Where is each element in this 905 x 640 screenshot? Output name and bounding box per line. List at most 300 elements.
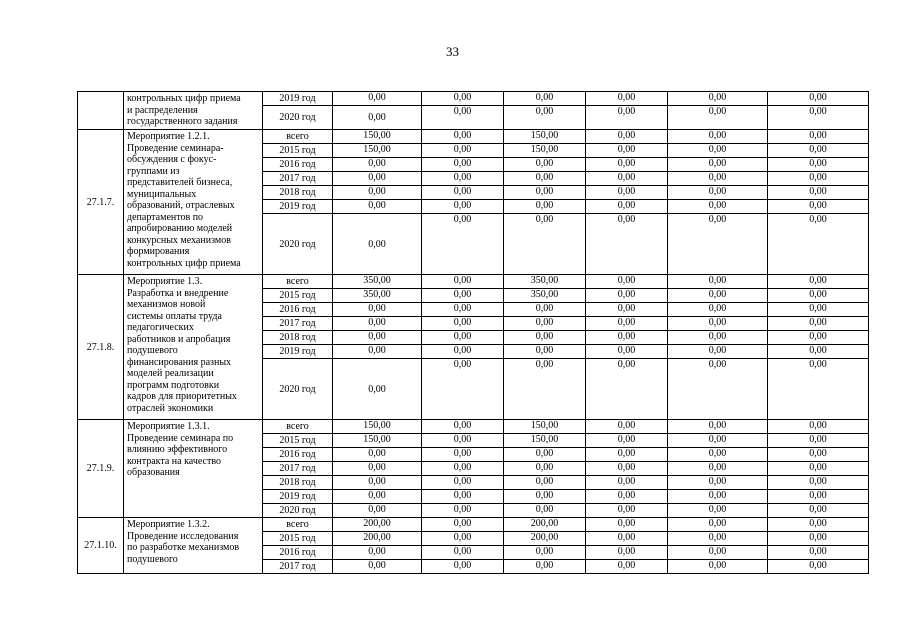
value-text: 0,00 [708,144,727,155]
total-cell: 350,00 [333,275,422,289]
value-cell [504,275,586,289]
period-cell: 2017 год [263,462,333,476]
item-number: 27.1.8. [78,275,124,420]
value-text: 0,00 [535,462,554,473]
description-line: педагогических [127,322,194,333]
total-cell: 0,00 [333,490,422,504]
description-line: работников и апробация [127,333,231,345]
value-text: 0,00 [453,476,472,487]
value-cell [768,158,869,172]
value-cell [422,289,504,303]
value-cell [504,303,586,317]
value-text: 0,00 [708,476,727,487]
value-text: 0,00 [809,200,827,211]
value-cell [504,462,586,476]
value-cell [586,172,668,186]
total-cell: 0,00 [333,476,422,490]
value-text: 0,00 [453,214,472,225]
table-row [78,518,869,532]
total-cell: 0,00 [333,504,422,518]
value-text: 0,00 [708,172,727,183]
value-cell [668,158,768,172]
value-text: 0,00 [453,303,472,314]
value-text: 0,00 [453,359,472,370]
period-cell: 2020 год [263,504,333,518]
value-text: 0,00 [453,186,472,197]
total-cell: 0,00 [333,331,422,345]
description-line: государственного задания [127,116,238,127]
value-cell [586,448,668,462]
description-line: Проведение семинара- [127,142,224,154]
value-text: 0,00 [708,214,727,225]
value-text: 0,00 [617,546,636,557]
value-cell [504,345,586,359]
value-text: 0,00 [708,345,727,356]
value-text: 0,00 [535,92,554,103]
value-cell [668,434,768,448]
value-cell [668,504,768,518]
value-cell [586,546,668,560]
value-text: 0,00 [535,560,554,571]
value-text: 0,00 [617,532,636,543]
value-cell [504,546,586,560]
value-text: 0,00 [453,504,472,515]
value-text: 0,00 [617,158,636,169]
value-text: 0,00 [809,186,827,197]
value-cell [668,289,768,303]
value-cell [422,359,504,420]
value-text: 0,00 [809,317,827,328]
value-cell [768,434,869,448]
description-line: механизмов новой [127,299,206,310]
value-cell [422,462,504,476]
value-cell [504,317,586,331]
value-text: 0,00 [535,476,554,487]
value-cell [422,420,504,434]
total-cell: 150,00 [333,420,422,434]
value-cell [668,144,768,158]
item-number: 27.1.10. [78,518,124,574]
value-text: 0,00 [708,289,727,300]
period-cell: 2016 год [263,158,333,172]
value-text: 0,00 [453,420,472,431]
item-description-lines [127,421,260,479]
value-text: 0,00 [617,462,636,473]
value-text: 0,00 [453,518,472,529]
value-cell [504,144,586,158]
item-description-lines [127,131,260,269]
value-text: 0,00 [708,532,727,543]
value-text: 0,00 [809,92,827,103]
value-text: 0,00 [453,172,472,183]
value-text: 0,00 [453,144,472,155]
value-cell [768,560,869,574]
value-text: 0,00 [617,289,636,300]
value-text: 0,00 [617,200,636,211]
value-cell [504,434,586,448]
description-line: по разработке механизмов [127,542,240,553]
value-text: 0,00 [535,546,554,557]
value-text: 0,00 [535,172,554,183]
period-cell: 2015 год [263,289,333,303]
value-text: 0,00 [453,462,472,473]
total-cell: 0,00 [333,462,422,476]
value-cell [668,359,768,420]
value-text: 0,00 [708,420,727,431]
value-text: 150,00 [530,434,559,445]
value-cell [768,106,869,130]
value-text: 0,00 [708,546,727,557]
table-row [78,420,869,434]
value-cell [422,434,504,448]
value-text: 0,00 [809,275,827,286]
value-text: 0,00 [617,331,636,342]
value-cell [768,476,869,490]
value-text: 150,00 [530,420,559,431]
value-text: 0,00 [809,214,827,225]
period-cell: всего [263,420,333,434]
value-cell [668,345,768,359]
value-cell [668,518,768,532]
value-text: 0,00 [453,448,472,459]
value-cell [586,214,668,275]
period-cell: 2016 год [263,448,333,462]
value-text: 0,00 [809,504,827,515]
value-text: 0,00 [535,331,554,342]
value-cell [422,144,504,158]
value-text: 0,00 [453,345,472,356]
value-text: 0,00 [535,200,554,211]
description-line: группами из [127,165,180,177]
value-cell [586,434,668,448]
value-cell [768,144,869,158]
description-line: Мероприятие 1.3.2. [127,519,210,530]
description-line: программ подготовки [127,379,220,391]
value-text: 0,00 [617,518,636,529]
table-row [78,92,869,106]
period-cell: 2019 год [263,345,333,359]
value-cell [668,546,768,560]
item-description [124,130,263,275]
value-text: 0,00 [535,303,554,314]
value-cell [768,186,869,200]
total-cell: 0,00 [333,214,422,275]
value-cell [668,303,768,317]
value-cell [422,331,504,345]
value-text: 350,00 [530,289,559,300]
value-text: 0,00 [453,490,472,501]
item-description-lines [127,276,260,414]
value-cell [586,532,668,546]
value-text: 0,00 [535,106,554,117]
value-text: 0,00 [809,462,827,473]
value-text: 0,00 [809,158,827,169]
value-cell [504,331,586,345]
value-text: 0,00 [535,214,554,225]
description-line: Проведение семинара по [127,432,234,444]
value-text: 0,00 [708,106,727,117]
value-text: 0,00 [708,303,727,314]
value-text: 0,00 [708,518,727,529]
value-cell [668,200,768,214]
value-text: 0,00 [809,532,827,543]
value-cell [768,462,869,476]
table-row [78,275,869,289]
value-text: 0,00 [809,518,827,529]
value-cell [586,158,668,172]
value-cell [586,106,668,130]
total-cell: 0,00 [333,92,422,106]
value-cell [504,490,586,504]
value-text: 0,00 [617,560,636,571]
item-description-lines [127,93,260,128]
value-cell [668,490,768,504]
value-text: 0,00 [617,317,636,328]
value-text: 0,00 [809,546,827,557]
value-cell [504,359,586,420]
page-number: 33 [446,44,459,59]
value-cell [768,532,869,546]
period-cell: 2018 год [263,331,333,345]
description-line: и распределения [127,104,198,116]
value-cell [422,200,504,214]
item-description [124,518,263,574]
value-text: 0,00 [708,462,727,473]
value-cell [768,214,869,275]
value-cell [768,490,869,504]
value-cell [586,560,668,574]
value-cell [668,532,768,546]
total-cell: 0,00 [333,186,422,200]
value-text: 0,00 [617,490,636,501]
value-text: 0,00 [809,303,827,314]
value-cell [586,345,668,359]
value-cell [504,518,586,532]
item-number: 27.1.7. [78,130,124,275]
value-cell [768,275,869,289]
value-text: 0,00 [453,532,472,543]
value-cell [586,359,668,420]
period-cell: 2017 год [263,317,333,331]
value-cell [586,331,668,345]
description-line: отраслей экономики [127,402,214,414]
description-line: подушевого [127,553,178,565]
item-description [124,420,263,518]
item-description-lines [127,519,260,565]
value-text: 0,00 [453,92,472,103]
total-cell: 0,00 [333,560,422,574]
description-line: контрольных цифр приема [127,257,241,269]
value-cell [586,490,668,504]
value-cell [422,317,504,331]
value-text: 0,00 [809,106,827,117]
period-cell: 2019 год [263,200,333,214]
value-cell [422,448,504,462]
value-cell [586,186,668,200]
description-line: влиянию эффективного [127,444,228,455]
item-description [124,92,263,130]
value-text: 0,00 [809,289,827,300]
value-text: 0,00 [453,331,472,342]
value-text: 200,00 [530,518,559,529]
value-text: 0,00 [453,106,472,117]
value-text: 0,00 [708,317,727,328]
value-cell [504,420,586,434]
value-text: 0,00 [708,448,727,459]
value-cell [586,200,668,214]
period-cell: 2015 год [263,434,333,448]
item-number [78,92,124,130]
period-cell: 2016 год [263,303,333,317]
total-cell: 0,00 [333,303,422,317]
value-cell [504,200,586,214]
period-cell: 2020 год [263,359,333,420]
value-cell [768,518,869,532]
value-text: 0,00 [453,200,472,211]
period-cell: 2015 год [263,144,333,158]
value-text: 0,00 [708,359,727,370]
value-text: 0,00 [617,359,636,370]
value-text: 0,00 [708,92,727,103]
value-text: 0,00 [617,186,636,197]
description-line: Проведение исследования [127,530,239,542]
value-text: 0,00 [708,186,727,197]
total-cell: 150,00 [333,130,422,144]
value-cell [586,420,668,434]
budget-table [77,91,869,574]
value-cell [586,504,668,518]
value-text: 0,00 [617,172,636,183]
value-cell [768,317,869,331]
value-text: 0,00 [809,172,827,183]
value-text: 0,00 [809,448,827,459]
table-row [78,130,869,144]
value-cell [422,214,504,275]
value-cell [768,92,869,106]
value-text: 0,00 [453,434,472,445]
value-text: 0,00 [617,420,636,431]
value-cell [668,106,768,130]
value-cell [586,462,668,476]
total-cell: 150,00 [333,434,422,448]
value-text: 0,00 [708,275,727,286]
value-cell [586,144,668,158]
value-cell [768,331,869,345]
description-line: Разработка и внедрение [127,287,229,299]
value-text: 0,00 [453,289,472,300]
value-cell [668,331,768,345]
description-line: формирования [127,246,190,257]
value-cell [668,275,768,289]
value-text: 0,00 [809,130,827,141]
description-line: финансирования разных [127,356,232,368]
value-cell [504,106,586,130]
value-cell [768,345,869,359]
value-text: 150,00 [530,144,559,155]
value-cell [422,130,504,144]
value-text: 0,00 [708,130,727,141]
value-cell [422,490,504,504]
value-cell [768,303,869,317]
description-line: образований, отраслевых [127,200,235,211]
total-cell: 0,00 [333,106,422,130]
value-text: 0,00 [809,434,827,445]
value-cell [768,359,869,420]
value-cell [504,504,586,518]
value-text: 150,00 [530,130,559,141]
value-cell [768,448,869,462]
value-cell [768,546,869,560]
value-cell [422,518,504,532]
description-line: Мероприятие 1.2.1. [127,131,210,142]
value-cell [422,303,504,317]
value-cell [668,186,768,200]
total-cell: 150,00 [333,144,422,158]
value-cell [504,214,586,275]
period-cell: 2019 год [263,490,333,504]
description-line: апробированию моделей [127,223,233,234]
value-cell [422,92,504,106]
description-line: представителей бизнеса, [127,177,233,188]
total-cell: 0,00 [333,448,422,462]
value-text: 0,00 [453,560,472,571]
value-cell [504,186,586,200]
value-text: 0,00 [617,504,636,515]
value-cell [504,476,586,490]
value-text: 0,00 [617,214,636,225]
value-text: 0,00 [708,158,727,169]
value-cell [668,476,768,490]
period-cell: 2020 год [263,214,333,275]
value-text: 0,00 [617,448,636,459]
value-cell [504,448,586,462]
value-cell [422,504,504,518]
value-text: 0,00 [708,504,727,515]
value-text: 0,00 [617,106,636,117]
value-cell [504,289,586,303]
value-text: 0,00 [535,345,554,356]
total-cell: 200,00 [333,518,422,532]
value-cell [768,200,869,214]
value-cell [768,420,869,434]
value-cell [668,317,768,331]
value-cell [586,317,668,331]
total-cell: 350,00 [333,289,422,303]
value-text: 0,00 [708,434,727,445]
description-line: обсуждения с фокус- [127,154,217,165]
value-cell [668,560,768,574]
value-text: 0,00 [535,186,554,197]
value-cell [422,186,504,200]
item-description [124,275,263,420]
value-text: 0,00 [535,317,554,328]
value-text: 200,00 [530,532,559,543]
period-cell: всего [263,130,333,144]
value-cell [422,345,504,359]
period-cell: всего [263,275,333,289]
description-line: конкурсных механизмов [127,234,231,246]
value-text: 0,00 [453,275,472,286]
value-cell [422,476,504,490]
value-cell [422,106,504,130]
value-cell [668,130,768,144]
value-cell [668,92,768,106]
period-cell: 2018 год [263,186,333,200]
value-cell [422,275,504,289]
value-cell [422,172,504,186]
value-cell [768,130,869,144]
total-cell: 0,00 [333,317,422,331]
